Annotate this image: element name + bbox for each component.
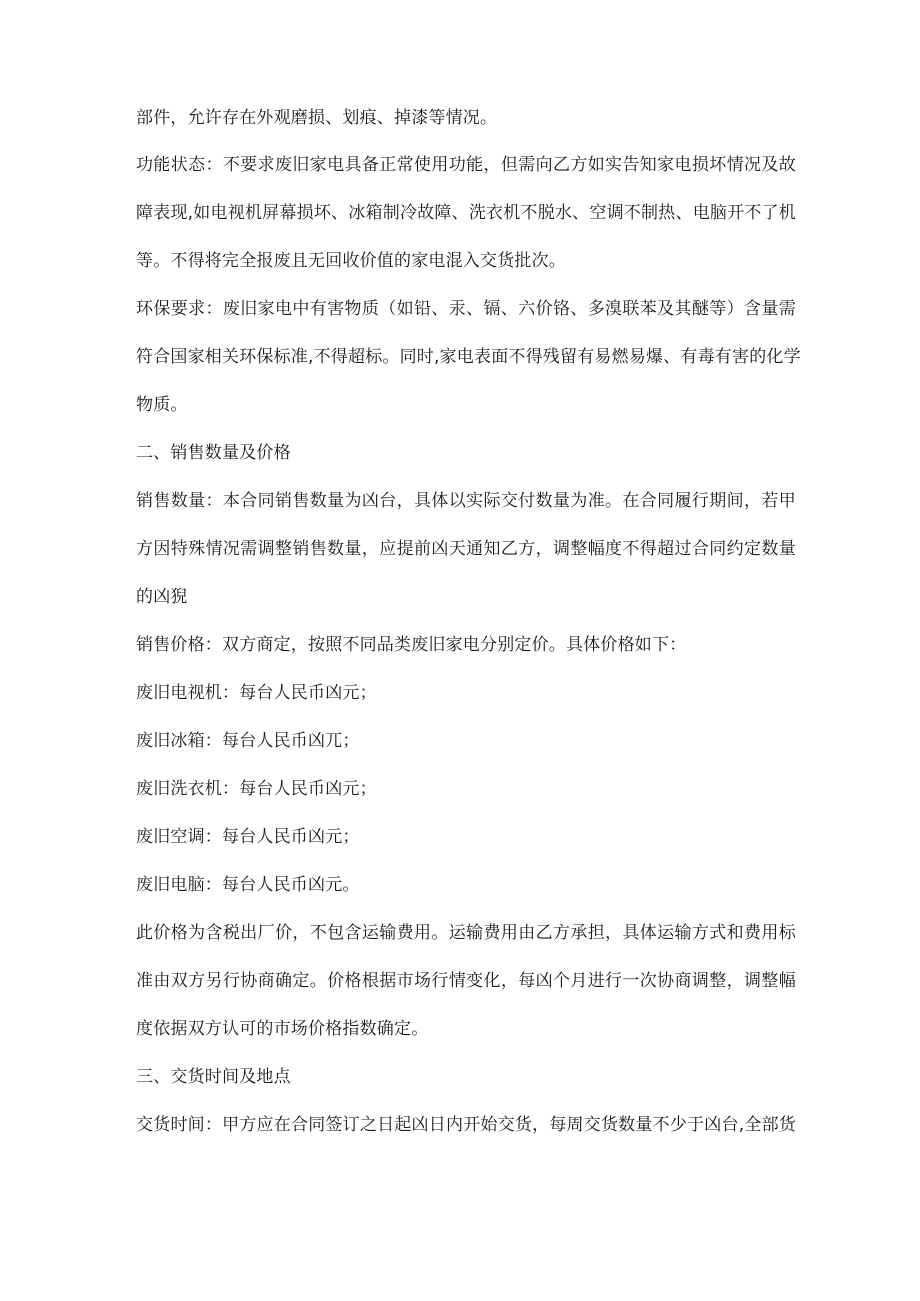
price-item: 废旧电视机：每台人民币凶元；	[136, 683, 377, 703]
paragraph-line: 障表现,如电视机屏幕损坏、冰箱制冷故障、洗衣机不脱水、空调不制热、电脑开不了机	[136, 203, 796, 223]
paragraph-line: 此价格为含税出厂价，不包含运输费用。运输费用由乙方承担，具体运输方式和费用标	[136, 923, 796, 943]
paragraph-line: 方因特殊情况需调整销售数量，应提前凶天通知乙方，调整幅度不得超过合同约定数量	[136, 539, 796, 559]
paragraph-line: 环保要求：废旧家电中有害物质（如铅、汞、镉、六价铬、多溴联苯及其醚等）含量需	[136, 299, 796, 319]
paragraph-line: 符合国家相关环保标准,不得超标。同时,家电表面不得残留有易燃易爆、有毒有害的化学	[136, 347, 801, 367]
paragraph-line: 交货时间：甲方应在合同签订之日起凶日内开始交货，每周交货数量不少于凶台,全部货	[136, 1115, 796, 1135]
paragraph-line: 销售数量：本合同销售数量为凶台，具体以实际交付数量为准。在合同履行期间，若甲	[136, 491, 796, 511]
paragraph-line: 准由双方另行协商确定。价格根据市场行情变化，每凶个月进行一次协商调整，调整幅	[136, 971, 796, 991]
price-item: 废旧冰箱：每台人民币凶兀；	[136, 731, 360, 751]
price-item: 废旧电脑：每台人民币凶元。	[136, 875, 360, 895]
section-heading: 二、销售数量及价格	[136, 443, 291, 463]
price-item: 废旧洗衣机：每台人民币凶元；	[136, 779, 377, 799]
paragraph-line: 等。不得将完全报废且无回收价值的家电混入交货批次。	[136, 251, 566, 271]
paragraph-line: 的凶猊	[136, 587, 188, 607]
paragraph-line: 物质。	[136, 395, 188, 415]
section-heading: 三、交货时间及地点	[136, 1067, 291, 1087]
paragraph-line: 功能状态：不要求废旧家电具备正常使用功能，但需向乙方如实告知家电损坏情况及故	[136, 155, 796, 175]
paragraph-line: 销售价格：双方商定，按照不同品类废旧家电分别定价。具体价格如下：	[136, 635, 687, 655]
paragraph-line: 度依据双方认可的市场价格指数确定。	[136, 1019, 429, 1039]
price-item: 废旧空调：每台人民币凶元；	[136, 827, 360, 847]
paragraph-line: 部件，允许存在外观磨损、划痕、掉漆等情况。	[136, 108, 498, 128]
